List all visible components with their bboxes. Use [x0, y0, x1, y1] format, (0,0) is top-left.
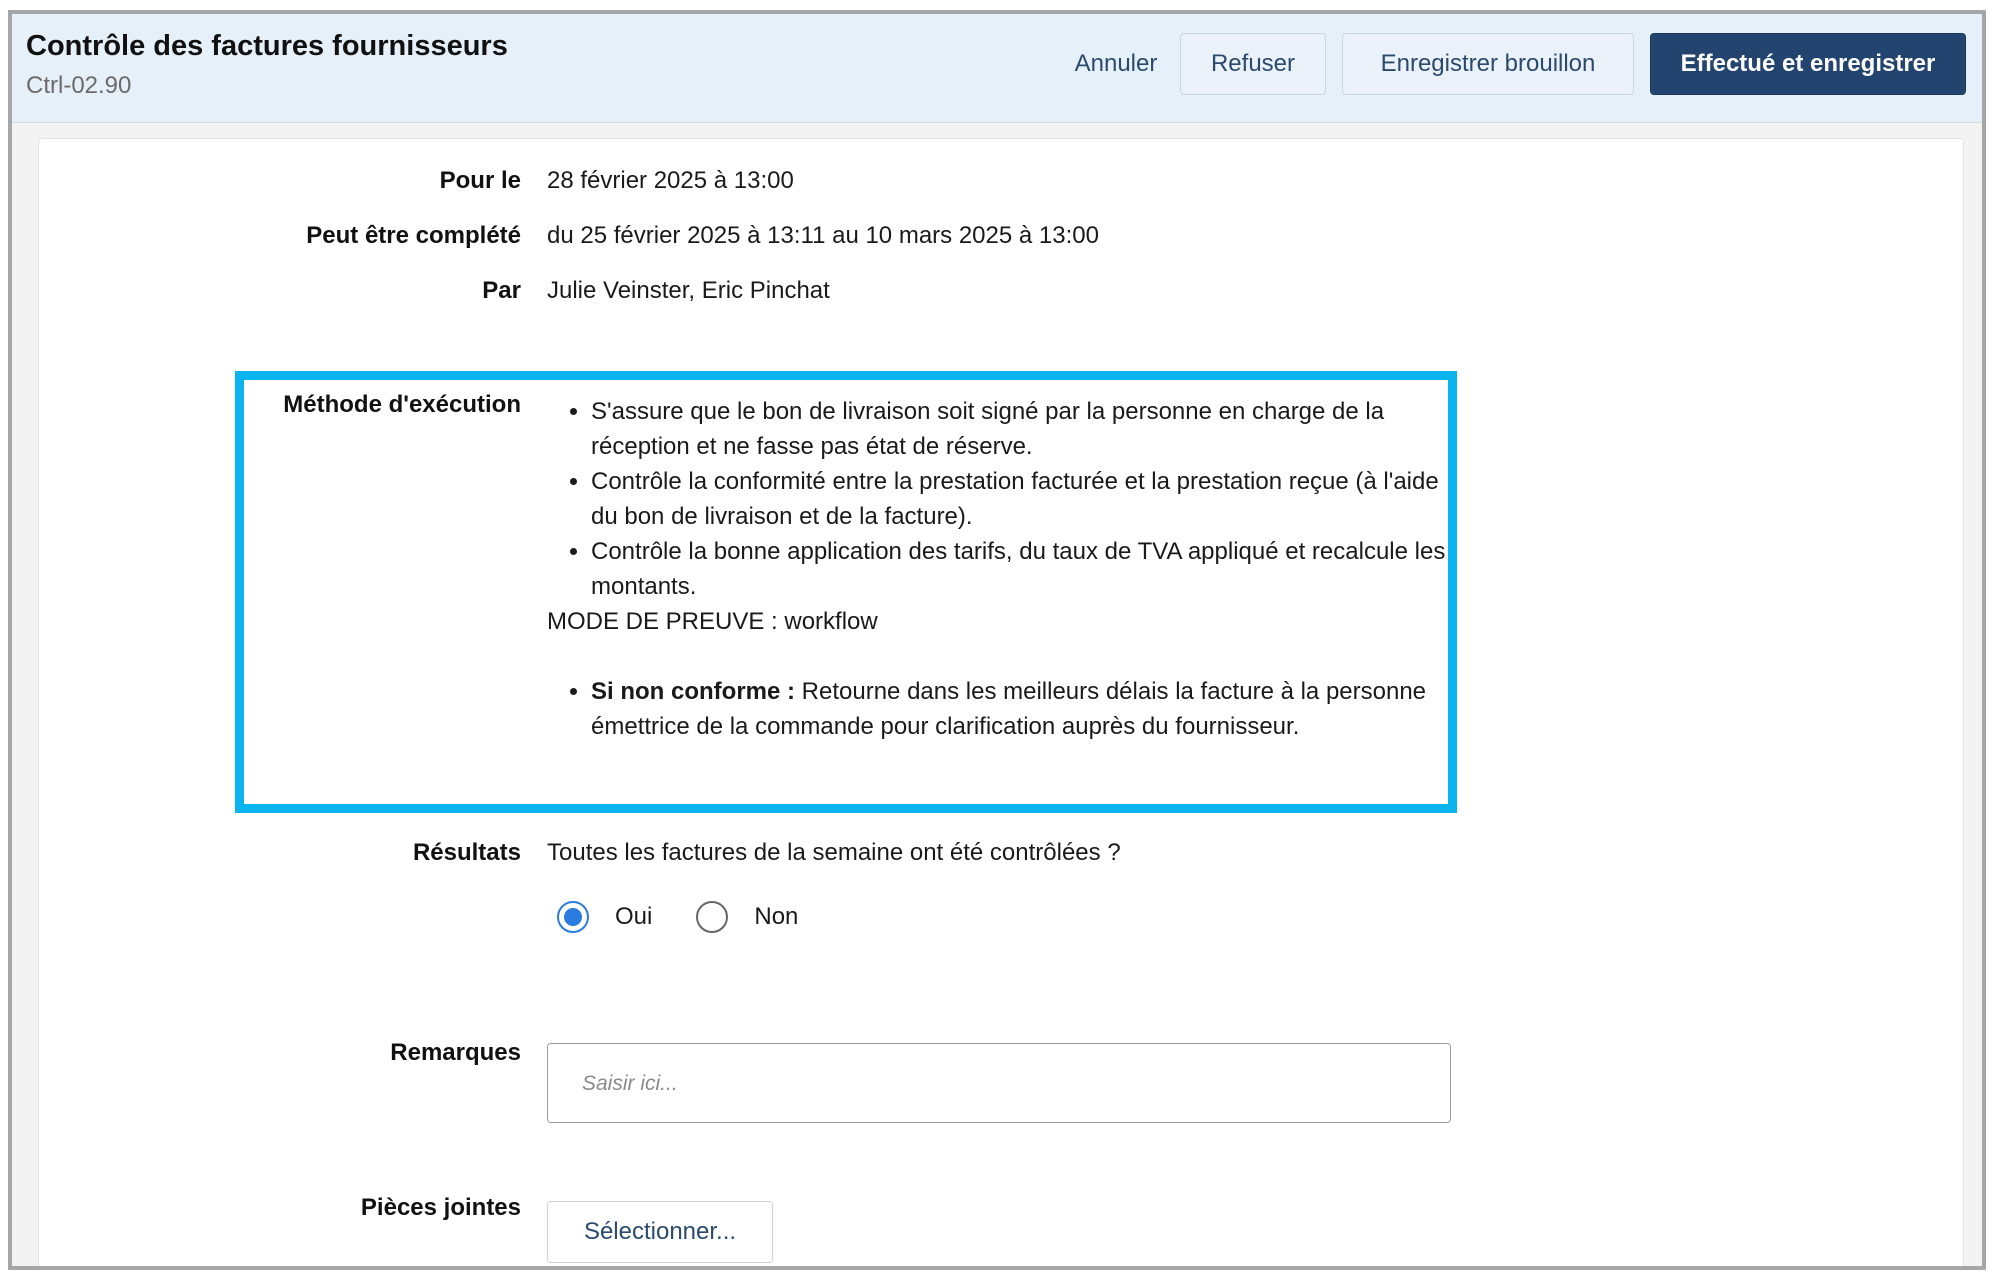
- nonconformity-text: Retourne dans les meilleurs délais la facture à la personne émettrice de la commande pour clarification auprès du fournisseur.: [591, 678, 1427, 740]
- due-date-label: Pour le: [439, 167, 521, 194]
- complete-and-save-button[interactable]: Effectué et enregistrer: [1650, 33, 1966, 95]
- radio-no-label[interactable]: Non: [754, 903, 799, 930]
- completion-window-label: Peut être complété: [306, 222, 521, 249]
- control-reference: Ctrl-02.90: [26, 72, 132, 99]
- radio-no[interactable]: [696, 901, 728, 933]
- results-label: Résultats: [412, 839, 521, 866]
- due-date-value: 28 février 2025 à 13:00: [547, 167, 794, 194]
- page-title: Contrôle des factures fournisseurs: [26, 30, 508, 62]
- method-bullet: • Contrôle la conformité entre la prestation facturée et la prestation reçue (à l'aide du bon de livraison et de la facture).: [591, 464, 1447, 534]
- nonconformity-list: [547, 674, 1447, 744]
- save-draft-button[interactable]: Enregistrer brouillon: [1342, 33, 1634, 95]
- method-bullet: • Contrôle la bonne application des tarifs, du taux de TVA appliqué et recalcule les montants.: [591, 534, 1447, 604]
- refuse-button[interactable]: Refuser: [1180, 33, 1326, 95]
- method-bullet: • S'assure que le bon de livraison soit signé par la personne en charge de la réception et ne fasse pas état de réserve.: [591, 394, 1447, 464]
- assignees-label: Par: [482, 277, 521, 304]
- results-radio-group: [557, 897, 798, 937]
- method-bullet-list: [547, 394, 1447, 604]
- proof-mode: MODE DE PREUVE : workflow: [547, 608, 878, 635]
- cancel-button[interactable]: Annuler: [1074, 50, 1158, 77]
- method-description: [547, 394, 1447, 744]
- results-question: Toutes les factures de la semaine ont été contrôlées ?: [547, 839, 1121, 866]
- app-window: [8, 10, 1986, 1270]
- assignees-value: Julie Veinster, Eric Pinchat: [547, 277, 830, 304]
- attachments-label: Pièces jointes: [360, 1194, 521, 1221]
- method-label: Méthode d'exécution: [283, 391, 521, 418]
- form-card: [38, 138, 1964, 1270]
- radio-yes[interactable]: [557, 901, 589, 933]
- nonconformity-heading: Si non conforme :: [591, 678, 795, 705]
- completion-window-value: du 25 février 2025 à 13:11 au 10 mars 2025 à 13:00: [547, 222, 1099, 249]
- nonconformity-bullet: [591, 674, 1447, 744]
- select-file-button[interactable]: Sélectionner...: [547, 1201, 773, 1263]
- header-bar: [12, 14, 1982, 123]
- remarks-input[interactable]: [547, 1043, 1451, 1123]
- radio-yes-label[interactable]: Oui: [615, 903, 653, 930]
- remarks-label: Remarques: [390, 1039, 521, 1066]
